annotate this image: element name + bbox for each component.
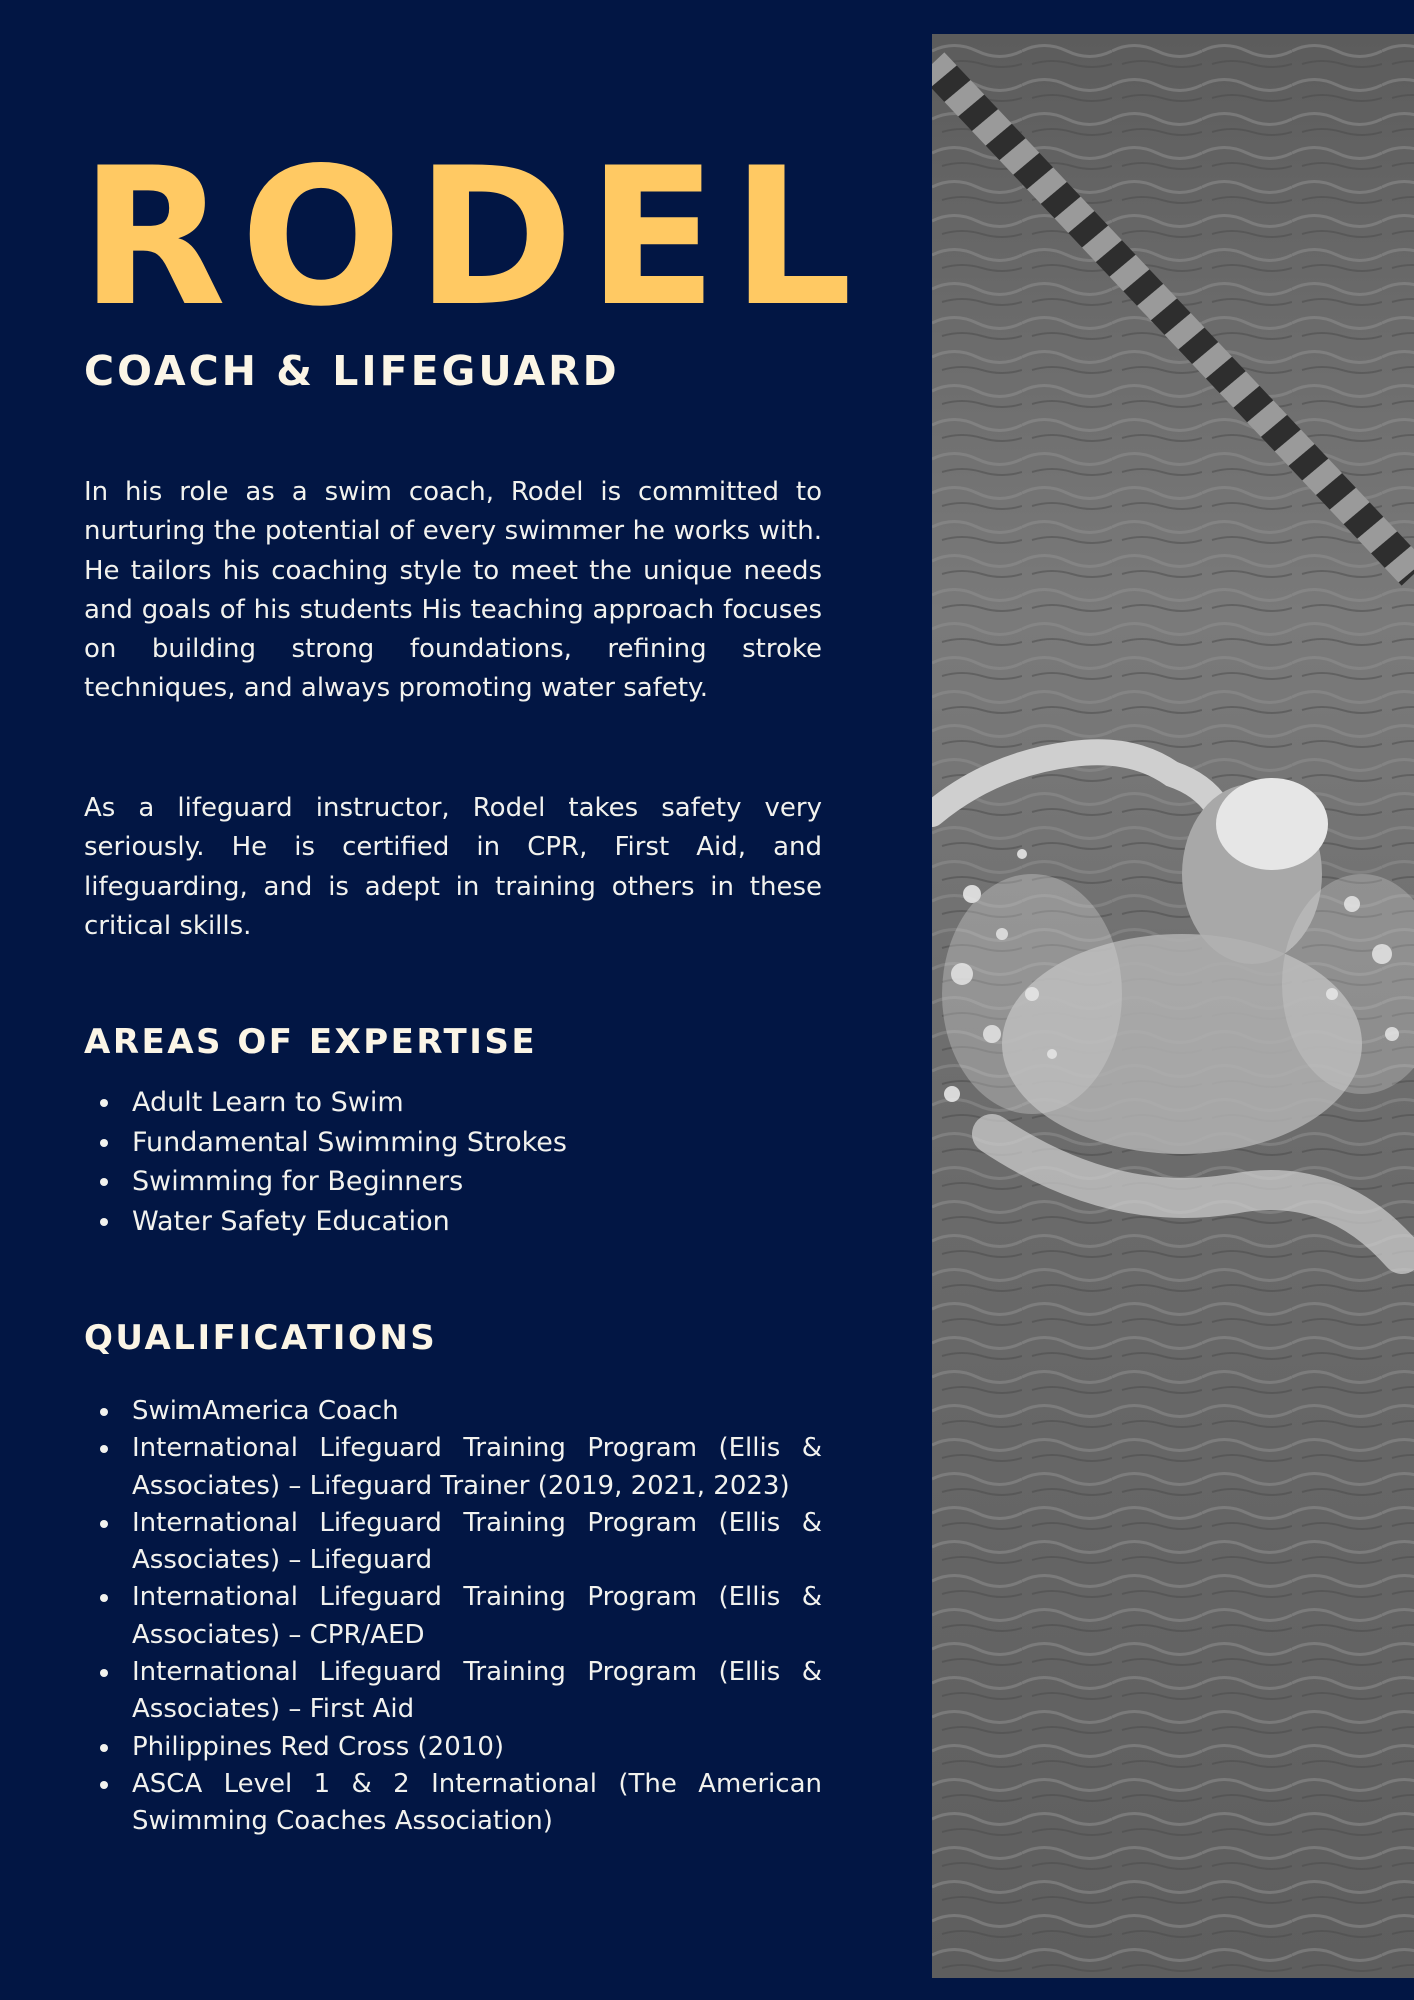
bullet-icon [100,1594,108,1602]
expertise-item-label: Water Safety Education [132,1205,450,1237]
expertise-item-label: Swimming for Beginners [132,1166,464,1197]
bullet-icon [100,1781,108,1789]
list-item [84,1654,822,1729]
profile-role: COACH & LIFEGUARD [84,347,620,395]
bullet-icon [100,1099,108,1107]
list-item [84,1729,822,1766]
list-item [84,1393,822,1430]
list-item [84,1505,822,1580]
bullet-icon [100,1445,108,1453]
qualification-item-label: International Lifeguard Training Program (Ellis & Associates) – Lifeguard [132,1507,822,1576]
list-item [84,1083,822,1123]
list-item [84,1766,822,1841]
qualifications-list [84,1393,822,1841]
expertise-heading: AREAS OF EXPERTISE [84,1022,538,1062]
qualification-item-label: Philippines Red Cross (2010) [132,1731,504,1762]
qualifications-heading: QUALIFICATIONS [84,1318,438,1358]
bullet-icon [100,1520,108,1528]
qualification-item-label: International Lifeguard Training Program (Ellis & Associates) – Lifeguard Trainer (2019, 2021, 2023) [132,1433,822,1501]
qualification-item-label: SwimAmerica Coach [132,1396,399,1426]
swimmer-photo [932,34,1414,1978]
expertise-item-label: Fundamental Swimming Strokes [132,1126,567,1158]
list-item [84,1123,822,1163]
qualification-item-label: ASCA Level 1 & 2 International (The American Swimming Coaches Association) [132,1768,822,1837]
list-item [84,1202,822,1242]
list-item [84,1162,822,1202]
bullet-icon [100,1669,108,1677]
list-item [84,1579,822,1654]
bullet-icon [100,1178,108,1186]
list-item [84,1430,822,1505]
bio-paragraph-lifeguard: As a lifeguard instructor, Rodel takes safety very seriously. He is certified in CPR, First Aid, and lifeguarding, and is adept in training others in these critical skills. [84,793,822,941]
bio-paragraph-coach: In his role as a swim coach, Rodel is committed to nurturing the potential of every swimmer he works with. He tailors his coaching style to meet the unique needs and goals of his students His teaching approach focuses on building strong foundations, refining stroke techniques, and always promoting water safety. [84,477,822,704]
bullet-icon [100,1408,108,1416]
qualification-item-label: International Lifeguard Training Program (Ellis & Associates) – CPR/AED [132,1582,822,1650]
expertise-item-label: Adult Learn to Swim [132,1087,404,1118]
bullet-icon [100,1139,108,1147]
profile-name: RODEL [80,127,867,348]
qualification-item-label: International Lifeguard Training Program (Ellis & Associates) – First Aid [132,1657,822,1725]
expertise-list [84,1083,822,1241]
bullet-icon [100,1218,108,1226]
bullet-icon [100,1744,108,1752]
